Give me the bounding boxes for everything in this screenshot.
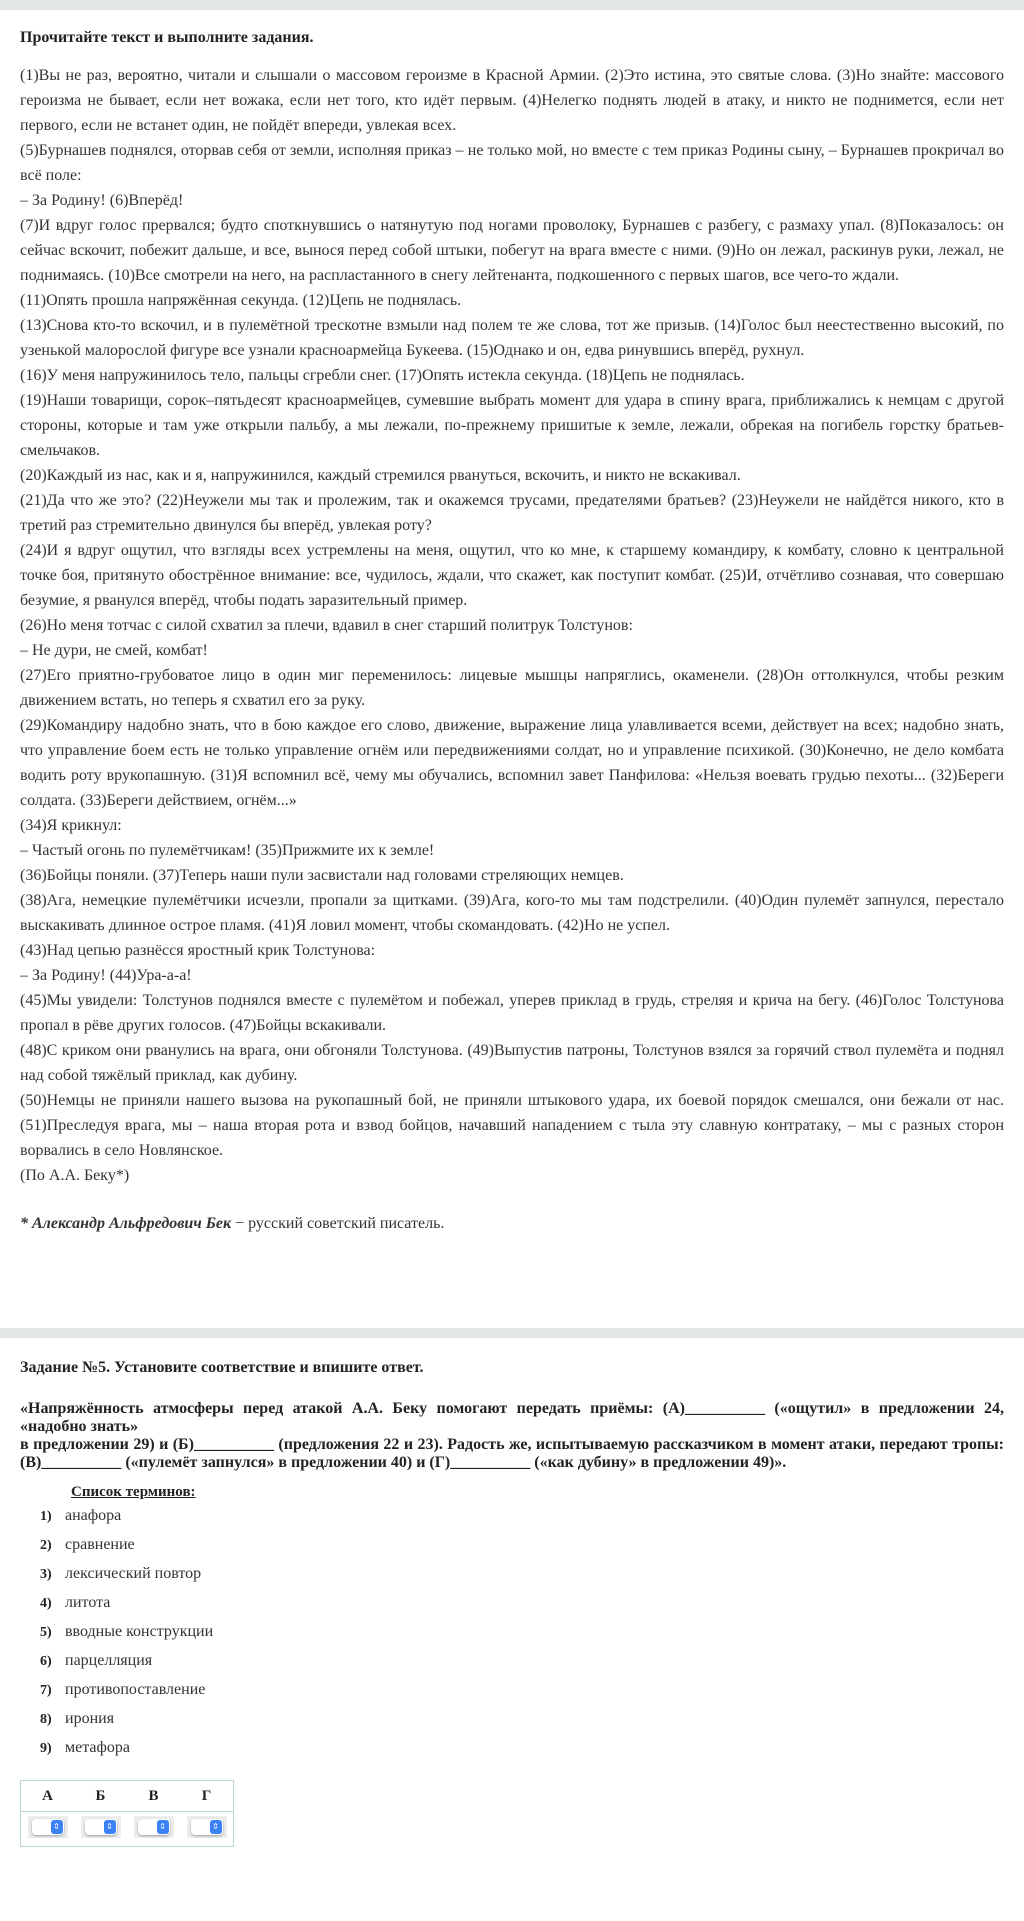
paragraph: (13)Снова кто-то вскочил, и в пулемётной трескотне взмыли над полем те же слова, тот же призыв. (14)Голос был неестественно высокий, по узенькой малорослой фигуре все узнали красноармейца Букеева. (15)Однако и он, едва ринувшись вперёд, рухнул.	[20, 317, 1004, 359]
term-item	[40, 1594, 1004, 1623]
answer-select-v[interactable]	[138, 1819, 170, 1835]
term-number: 7)	[40, 1683, 52, 1698]
paragraph: (26)Но меня тотчас с силой схватил за плечи, вдавил в снег старший политрук Толстунов:	[20, 617, 633, 634]
paragraph: (34)Я крикнул:	[20, 817, 122, 834]
source-attribution: (По А.А. Беку*)	[20, 1167, 130, 1184]
paragraph: (27)Его приятно-грубоватое лицо в один миг переменилось: лицевые мышцы напряглись, окаменели. (28)Он оттолкнулся, чтобы резким движением встать, но теперь я схватил его за руку.	[20, 667, 1004, 709]
term-label: парцелляция	[65, 1652, 153, 1669]
term-label: метафора	[65, 1739, 130, 1756]
term-label: литота	[65, 1594, 111, 1611]
term-item	[40, 1623, 1004, 1652]
term-number: 5)	[40, 1625, 52, 1640]
task-body-line: «Напряжённость атмосферы перед атакой А.А. Беку помогают передать приёмы: (А)__________ («ощутил» в предложении 24, «надобно знать»	[20, 1400, 1004, 1435]
paragraph: (16)У меня напружинилось тело, пальцы сгребли снег. (17)Опять истекла секунда. (18)Цепь не поднялась.	[20, 367, 745, 384]
term-item	[40, 1710, 1004, 1739]
answer-header-a: А	[21, 1781, 75, 1812]
paragraph: (1)Вы не раз, вероятно, читали и слышали о массовом героизме в Красной Армии. (2)Это истина, это святые слова. (3)Но знайте: массового героизма не бывает, если нет вожака, если нет того, кто идёт первым. (4)Нелегко поднять людей в атаку, и никто не поднимется, если нет первого, если не встанет один, не пойдёт впереди, увлекая всех.	[20, 67, 1004, 134]
reading-section	[0, 10, 1024, 1234]
task-body	[20, 1400, 1004, 1472]
paragraph: (5)Бурнашев поднялся, оторвав себя от земли, исполняя приказ – не только мой, но вместе с тем приказ Родины сыну, – Бурнашев прокричал во всё поле:	[20, 142, 1004, 184]
task-5-section	[0, 1338, 1024, 1847]
updown-chevron-icon: ⇕	[104, 1820, 116, 1834]
paragraph: (48)С криком они рванулись на врага, они обгоняли Толстунова. (49)Выпустив патроны, Толстунов взялся за горячий ствол пулемёта и поднял над собой тяжёлый приклад, как дубину.	[20, 1042, 1004, 1084]
reading-text	[20, 63, 1004, 1188]
term-item	[40, 1536, 1004, 1565]
updown-chevron-icon: ⇕	[51, 1820, 63, 1834]
paragraph: (21)Да что же это? (22)Неужели мы так и пролежим, так и окажемся трусами, предателями братьев? (23)Неужели не найдётся никого, кто в третий раз стремительно двинулся бы вперёд, увлекая роту?	[20, 492, 1004, 534]
paragraph: (11)Опять прошла напряжённая секунда. (12)Цепь не поднялась.	[20, 292, 462, 309]
paragraph: (36)Бойцы поняли. (37)Теперь наши пули засвистали над головами стреляющих немцев.	[20, 867, 624, 884]
term-item	[40, 1652, 1004, 1681]
term-number: 6)	[40, 1654, 52, 1669]
term-number: 3)	[40, 1567, 52, 1582]
answer-table	[20, 1780, 234, 1847]
paragraph: (50)Немцы не приняли нашего вызова на рукопашный бой, не приняли штыкового удара, их боевой порядок смешался, они бежали от нас. (51)Преследуя врага, мы – наша вторая рота и взвод бойцов, начавший нападением с тыла эту славную контратаку, – мы с разных сторон ворвались в село Новлянское.	[20, 1092, 1004, 1159]
paragraph: (20)Каждый из нас, как и я, напружинился, каждый стремился рвануться, вскочить, и никто не вскакивал.	[20, 467, 741, 484]
term-label: вводные конструкции	[65, 1623, 214, 1640]
term-item	[40, 1739, 1004, 1768]
term-label: ирония	[65, 1710, 115, 1727]
paragraph: (24)И я вдруг ощутил, что взгляды всех устремлены на меня, ощутил, что ко мне, к старшему командиру, к комбату, словно к центральной точке боя, притянуто обострённое внимание: все, чудилось, ждали, что скажет, как поступит комбат. (25)И, отчётливо сознавая, что совершаю безумие, я рванулся вперёд, чтобы подать заразительный пример.	[20, 542, 1004, 609]
answer-header-row	[21, 1781, 234, 1812]
paragraph: – Частый огонь по пулемётчикам! (35)Прижмите их к земле!	[20, 842, 435, 859]
term-item	[40, 1565, 1004, 1594]
author-footnote	[20, 1214, 1004, 1234]
updown-chevron-icon: ⇕	[210, 1820, 222, 1834]
paragraph: (19)Наши товарищи, сорок–пятьдесят красноармейцев, сумевшие выбрать момент для удара в спину врага, приближались к немцам с другой стороны, которые и там уже открыли пальбу, а мы лежали, по-прежнему пришитые к земле, лежали, обрекая на погибель горстку братьев-смельчаков.	[20, 392, 1004, 459]
top-band	[0, 0, 1024, 10]
section-divider	[0, 1328, 1024, 1338]
terms-list	[20, 1507, 1004, 1768]
task-body-line: в предложении 29) и (Б)__________ (предложения 22 и 23). Радость же, испытываемую рассказчиком в момент атаки, передают тропы: (В)__________ («пулемёт запнулся» в предложении 40) и (Г)__________ («как дубину» в предложении 49)».	[20, 1436, 1004, 1471]
term-label: лексический повтор	[65, 1565, 202, 1582]
answer-select-b[interactable]	[85, 1819, 117, 1835]
answer-select-row	[21, 1812, 234, 1847]
instruction-heading: Прочитайте текст и выполните задания.	[20, 29, 314, 46]
answer-header-b: Б	[74, 1781, 127, 1812]
paragraph: – За Родину! (6)Вперёд!	[20, 192, 184, 209]
term-item	[40, 1507, 1004, 1536]
term-label: анафора	[65, 1507, 122, 1524]
paragraph: (29)Командиру надобно знать, что в бою каждое его слово, движение, выражение лица улавливается всеми, действует на всех; надобно знать, что управление боем есть не только управление огнём или передвижениями солдат, но и управление психикой. (30)Конечно, не дело комбата водить роту врукопашную. (31)Я вспомнил всё, чему мы обучались, вспомнил завет Панфилова: «Нельзя воевать грудью пехоты... (32)Береги солдата. (33)Береги действием, огнём...»	[20, 717, 1004, 809]
paragraph: – За Родину! (44)Ура-а-а!	[20, 967, 192, 984]
paragraph: (45)Мы увидели: Толстунов поднялся вместе с пулемётом и побежал, уперев приклад в грудь, стреляя и крича на бегу. (46)Голос Толстунова пропал в рёве других голосов. (47)Бойцы вскакивали.	[20, 992, 1004, 1034]
terms-title: Список терминов:	[71, 1484, 196, 1500]
term-number: 9)	[40, 1741, 52, 1756]
paragraph: – Не дури, не смей, комбат!	[20, 642, 208, 659]
term-number: 8)	[40, 1712, 52, 1727]
paragraph: (38)Ага, немецкие пулемётчики исчезли, пропали за щитками. (39)Ага, кого-то мы там подстрелили. (40)Один пулемёт запнулся, перестало выскакивать длинное острое пламя. (41)Я ловил момент, чтобы скомандовать. (42)Но не успел.	[20, 892, 1004, 934]
answer-header-g: Г	[180, 1781, 234, 1812]
author-desc: − русский советский писатель.	[231, 1215, 445, 1232]
term-item	[40, 1681, 1004, 1710]
answer-header-v: В	[127, 1781, 180, 1812]
task-title: Задание №5. Установите соответствие и впишите ответ.	[20, 1359, 424, 1376]
updown-chevron-icon: ⇕	[157, 1820, 169, 1834]
author-name: * Александр Альфредович Бек	[20, 1215, 232, 1232]
paragraph: (43)Над цепью разнёсся яростный крик Толстунова:	[20, 942, 376, 959]
paragraph: (7)И вдруг голос прервался; будто споткнувшись о натянутую под ногами проволоку, Бурнашев с разбегу, с размаху упал. (8)Показалось: он сейчас вскочит, побежит дальше, и все, вынося перед собой штыки, побегут на врага вместе с ними. (9)Но он лежал, раскинув руки, лежал, не поднимаясь. (10)Все смотрели на него, на распластанного в снегу лейтенанта, подкошенного с первых шагов, все чего-то ждали.	[20, 217, 1004, 284]
term-number: 1)	[40, 1509, 52, 1524]
term-label: противопоставление	[65, 1681, 206, 1698]
term-number: 4)	[40, 1596, 52, 1611]
answer-select-a[interactable]	[32, 1819, 64, 1835]
term-number: 2)	[40, 1538, 52, 1553]
term-label: сравнение	[65, 1536, 135, 1553]
answer-select-g[interactable]	[191, 1819, 223, 1835]
